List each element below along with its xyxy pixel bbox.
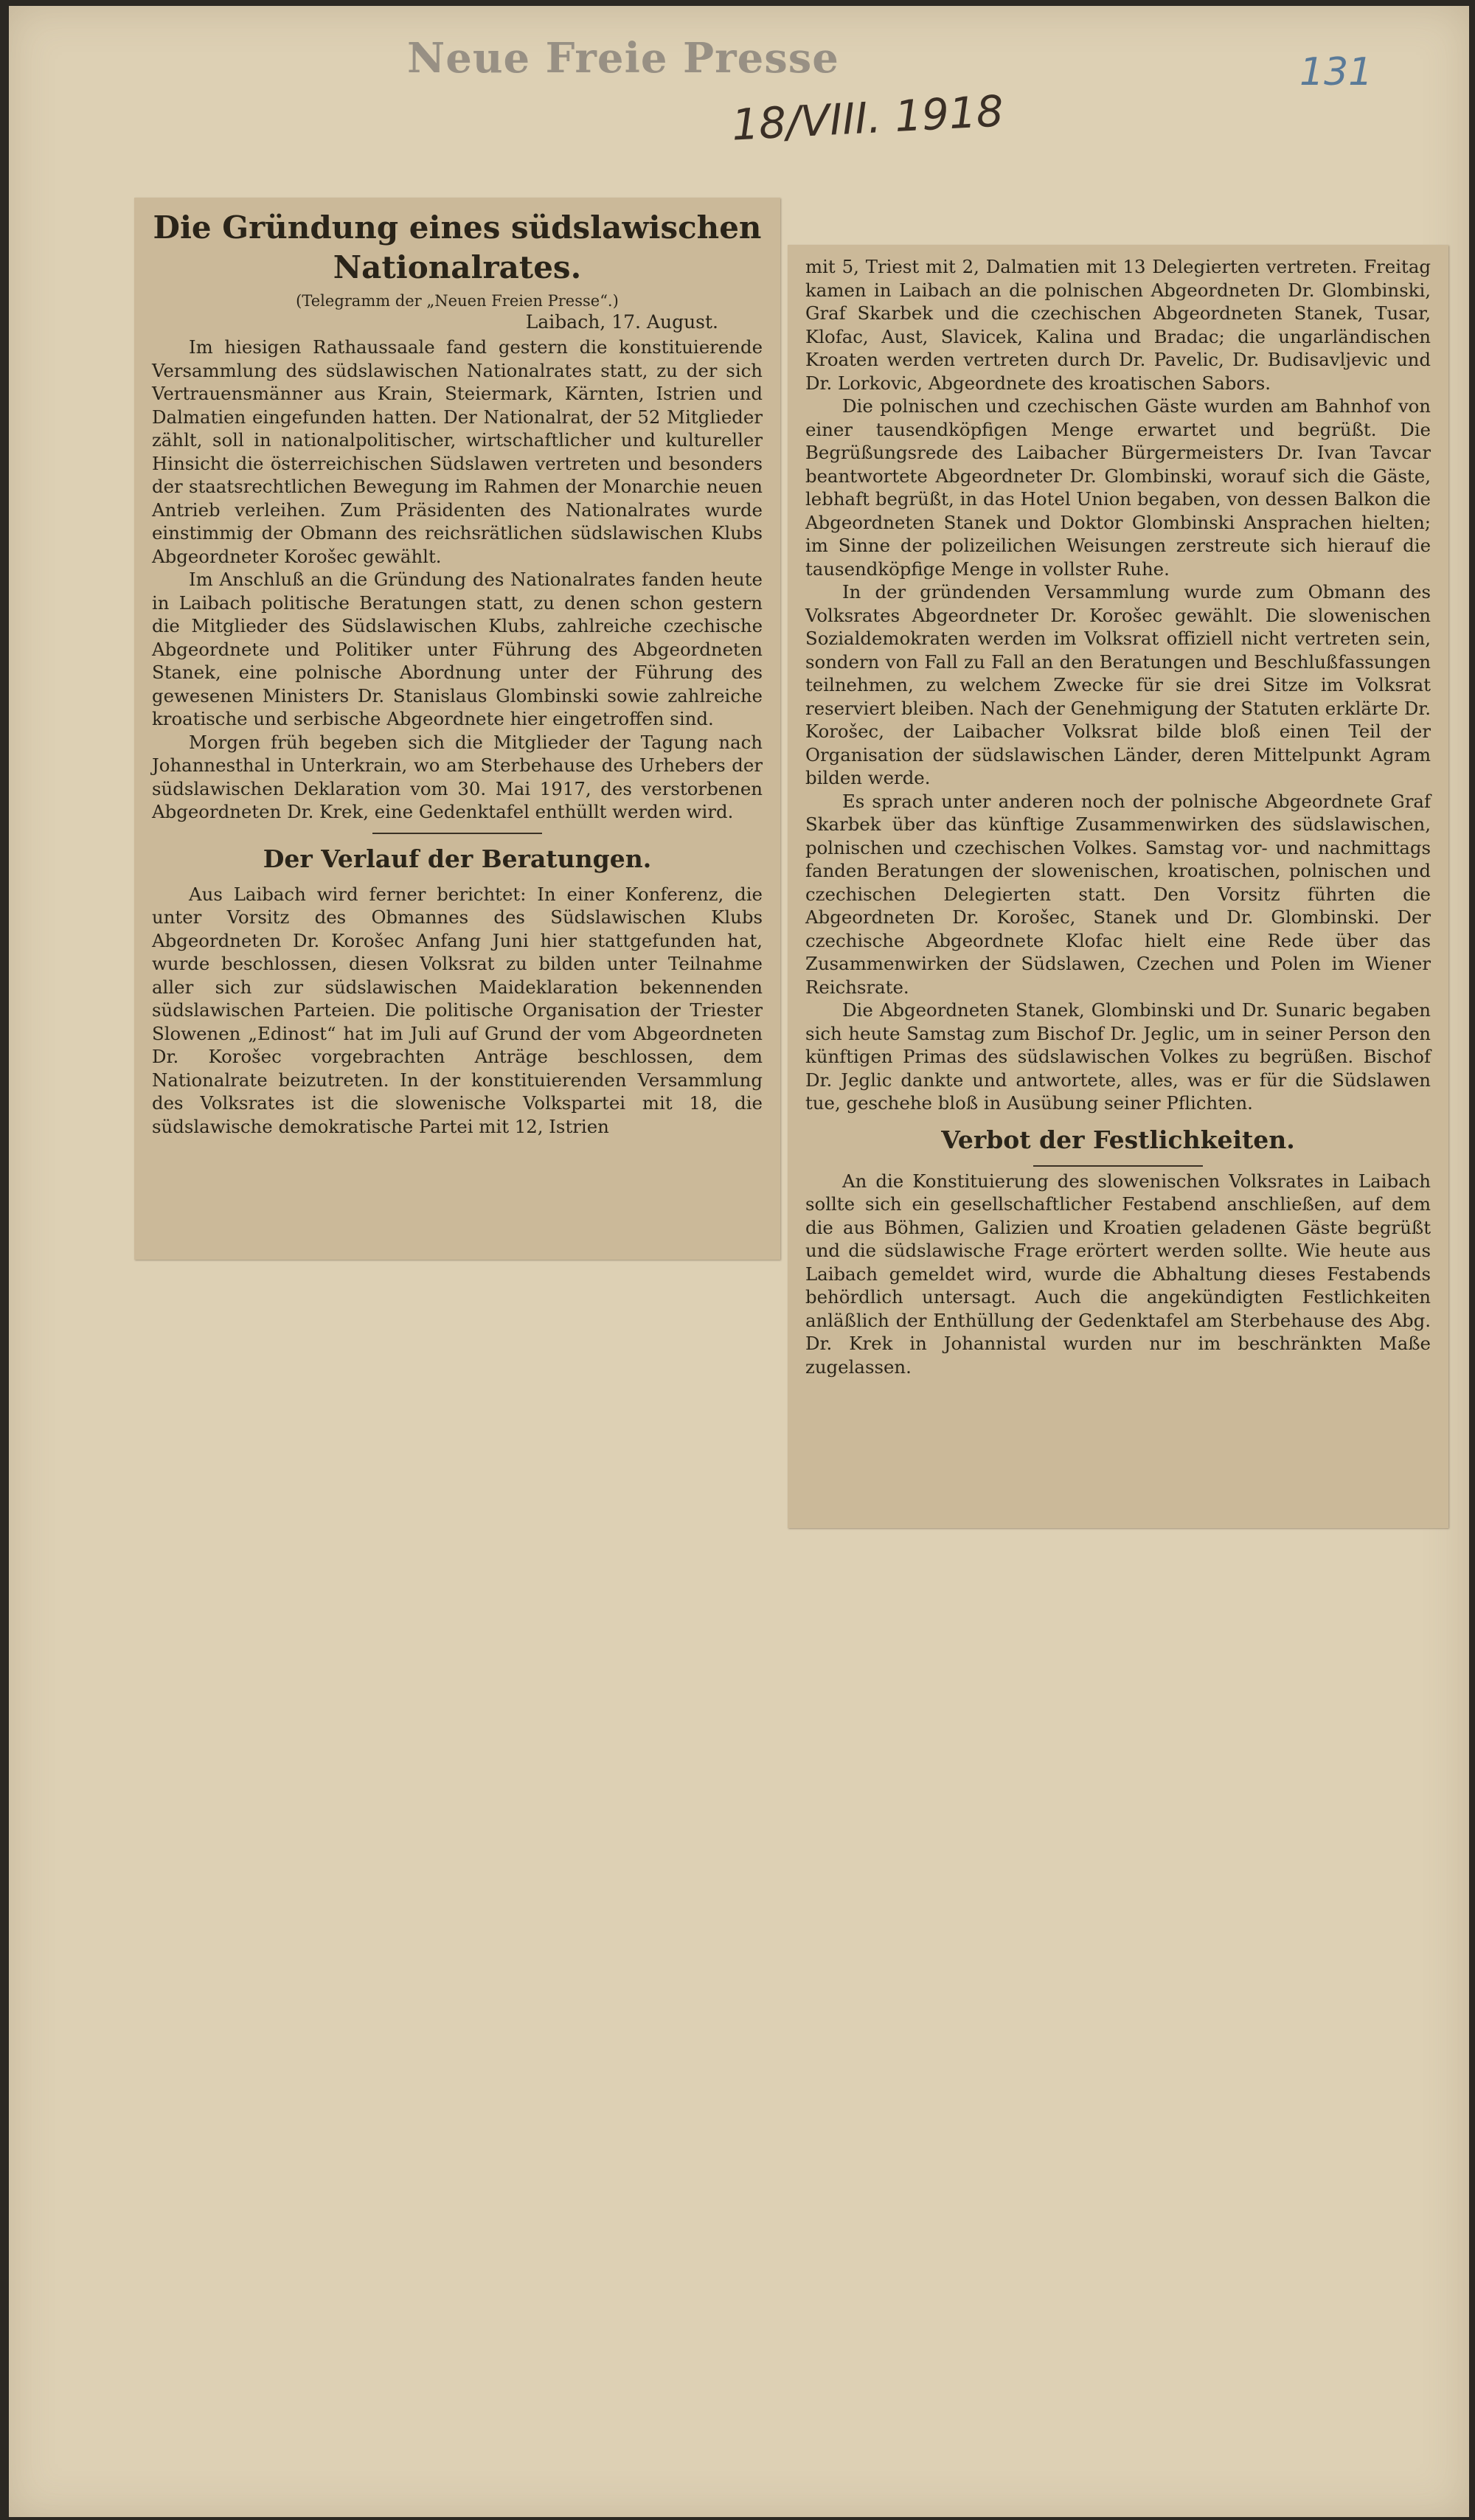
article-paragraph: Es sprach unter anderen noch der polnische Abgeordnete Graf Skarbek über das künftige Zusammenwirken des südslawischen, polnischen und czechischen Volkes. Samstag vor- und nachmittags fanden Beratungen der slowenischen, kroatischen, polnischen und czechischen Delegierten statt. Den Vorsitz führten die Abgeordneten Dr. Korošec, Stanek und Dr. Glombinski. Der czechische Abgeordnete Klofac hielt eine Rede über das Zusammenwirken der Südslawen, Czechen und Polen im Wiener Reichsrate. (805, 790, 1431, 998)
article-paragraph: An die Konstituierung des slowenischen Volksrates in Laibach sollte sich ein gesellschaftlicher Festabend anschließen, auf dem die aus Böhmen, Galizien und Kroatien geladenen Gäste begrüßt und die südslawische Frage erörtert werden sollte. Wie heute aus Laibach gemeldet wird, wurde die Abhaltung dieses Festabends behördlich untersagt. Auch die angekündigten Festlichkeiten anläßlich der Enthüllung der Gedenktafel am Sterbehause des Abg. Dr. Krek in Johannistal wurden nur im beschränkten Maße zugelassen. (805, 1170, 1431, 1378)
article-paragraph: Morgen früh begeben sich die Mitglieder der Tagung nach Johannesthal in Unterkrain, wo am Sterbehause des Urhebers der südslawischen Deklaration vom 30. Mai 1917, des verstorbenen Abgeordneten Dr. Krek, eine Gedenktafel enthüllt werden wird. (152, 731, 763, 822)
section-divider (372, 833, 542, 834)
clipping-right (788, 245, 1448, 1528)
clipping-left (134, 198, 780, 1260)
section-heading: Verbot der Festlichkeiten. (941, 1125, 1295, 1154)
clipping-left-column (152, 208, 763, 1138)
article-headline: Die Gründung eines südslawischen Nationalrates. (153, 209, 762, 285)
article-paragraph: mit 5, Triest mit 2, Dalmatien mit 13 Delegierten vertreten. Freitag kamen in Laibach an die polnischen Abgeordneten Dr. Glombinski, Graf Skarbek und die czechischen Abgeordneten Stanek, Tusar, Klofac, Aust, Slavicek, Kalina und Bradac; die ungarländischen Kroaten werden vertreten durch Dr. Pavelic, Dr. Budisavljevic und Dr. Lorkovic, Abgeordnete des kroatischen Sabors. (805, 256, 1431, 394)
newspaper-stamp: Neue Freie Presse (407, 34, 839, 83)
clipping-right-column (805, 255, 1431, 1378)
article-paragraph: Die Abgeordneten Stanek, Glombinski und Dr. Sunaric begaben sich heute Samstag zum Bischof Dr. Jeglic, um in seiner Person den künftigen Primas des südslawischen Volkes zu begrüßen. Bischof Dr. Jeglic dankte und antwortete, alles, was er für die Südslawen tue, geschehe bloß in Ausübung seiner Pflichten. (805, 999, 1431, 1114)
article-paragraph: Im Anschluß an die Gründung des Nationalrates fanden heute in Laibach politische Beratungen statt, zu denen schon gestern die Mitglieder des Südslawischen Klubs, zahlreiche czechische Abgeordnete und Politiker unter Führung des Abgeordneten Stanek, eine polnische Abordnung unter der Führung des gewesenen Ministers Dr. Stanislaus Glombinski sowie zahlreiche kroatische und serbische Abgeordnete hier eingetroffen sind. (152, 569, 763, 729)
handwritten-date: 18/VIII. 1918 (730, 86, 1005, 150)
article-paragraph: In der gründenden Versammlung wurde zum Obmann des Volksrates Abgeordneter Dr. Korošec gewählt. Die slowenischen Sozialdemokraten werden im Volksrat offiziell nicht vertreten sein, sondern von Fall zu Fall an den Beratungen und Beschlußfassungen teilnehmen, zu welchem Zwecke für sie drei Sitze im Volksrat reserviert bleiben. Nach der Genehmigung der Statuten erklärte Dr. Korošec, der Laibacher Volksrat bilde bloß einen Teil der Organisation der südslawischen Länder, deren Mittelpunkt Agram bilden werde. (805, 581, 1431, 788)
section-heading: Der Verlauf der Beratungen. (263, 844, 652, 873)
article-dateline: Laibach, 17. August. (525, 311, 718, 333)
archive-number: 131 (1299, 50, 1373, 94)
section-divider (1033, 1165, 1203, 1167)
article-paragraph: Im hiesigen Rathaussaale fand gestern die konstituierende Versammlung des südslawischen Nationalrates statt, zu der sich Vertrauensmänner aus Krain, Steiermark, Kärnten, Istrien und Dalmatien eingefunden hatten. Der Nationalrat, der 52 Mitglieder zählt, soll in nationalpolitischer, wirtschaftlicher und kultureller Hinsicht die österreichischen Südslawen vertreten und besonders der staatsrechtlichen Bewegung im Rahmen der Monarchie neuen Antrieb verleihen. Zum Präsidenten des Nationalrates wurde einstimmig der Obmann des reichsrätlichen südslawischen Klubs Abgeordneter Korošec gewählt. (152, 336, 763, 567)
article-paragraph: Die polnischen und czechischen Gäste wurden am Bahnhof von einer tausendköpfigen Menge erwartet und begrüßt. Die Begrüßungsrede des Laibacher Bürgermeisters Dr. Ivan Tavcar beantwortete Abgeordneter Dr. Glombinski, worauf sich die Gäste, lebhaft begrüßt, in das Hotel Union begaben, von dessen Balkon die Abgeordneten Stanek und Doktor Glombinski Ansprachen hielten; im Sinne der polizeilichen Weisungen zerstreute sich hierauf die tausendköpfige Menge in vollster Ruhe. (805, 395, 1431, 580)
article-paragraph: Aus Laibach wird ferner berichtet: In einer Konferenz, die unter Vorsitz des Obmannes des Südslawischen Klubs Abgeordneten Dr. Korošec Anfang Juni hier stattgefunden hat, wurde beschlossen, diesen Volksrat zu bilden unter Teilnahme aller sich zur südslawischen Maideklaration bekennenden südslawischen Parteien. Die politische Organisation der Triester Slowenen „Edinost“ hat im Juli auf Grund der vom Abgeordneten Dr. Korošec vorgebrachten Anträge beschlossen, dem Nationalrate beizutreten. In der konstituierenden Versammlung des Volksrates ist die slowenische Volkspartei mit 18, die südslawische demokratische Partei mit 12, Istrien (152, 883, 763, 1137)
article-credit: (Telegramm der „Neuen Freien Presse“.) (296, 292, 619, 310)
